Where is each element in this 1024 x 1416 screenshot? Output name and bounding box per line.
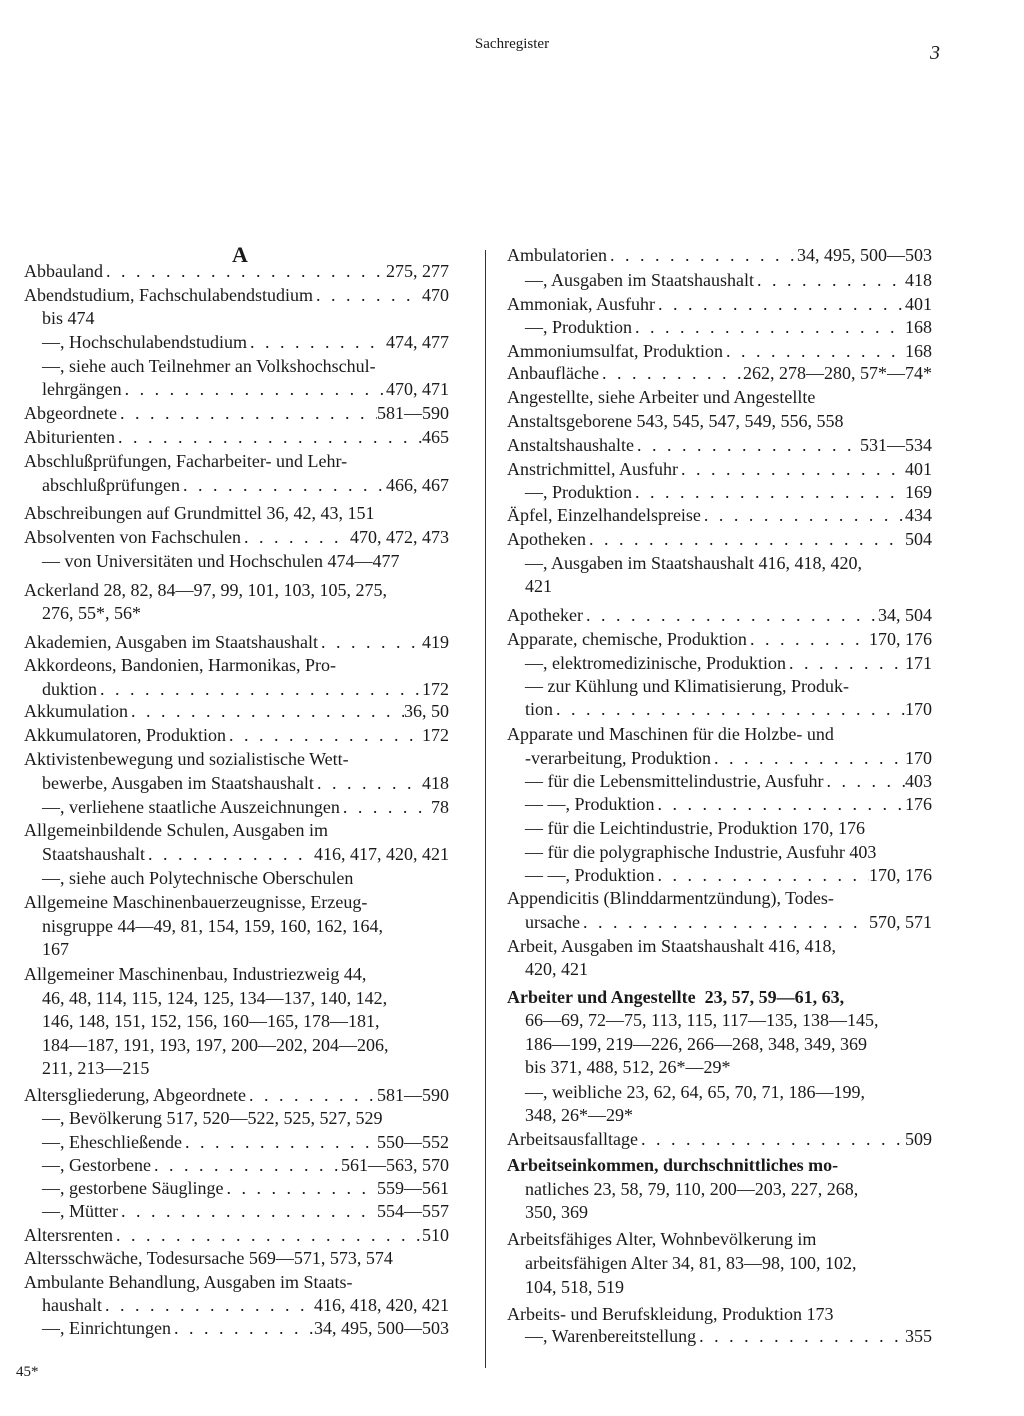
index-entry <box>525 1325 932 1348</box>
entry-term: tion <box>525 699 554 719</box>
dot-leader <box>754 269 905 292</box>
entry-term: Anstaltshaushalte <box>507 435 634 455</box>
entry-pages: 561—563, 570 <box>341 1155 449 1175</box>
dot-leader <box>747 628 869 651</box>
index-entry <box>42 678 449 701</box>
entry-term: Apparate, chemische, Produktion <box>507 629 747 649</box>
entry-term: Akkumulatoren, Produktion <box>24 725 226 745</box>
entry-pages: 416, 418, 420, 421 <box>314 1295 449 1315</box>
index-entry <box>24 1084 449 1107</box>
dot-leader <box>171 1317 314 1340</box>
entry-term: —, Einrichtungen <box>42 1318 171 1338</box>
entry-term: 350, 369 <box>525 1202 588 1222</box>
index-entry <box>24 1247 449 1270</box>
index-entry <box>525 316 932 339</box>
index-entry <box>525 958 932 981</box>
dot-leader <box>340 796 431 819</box>
entry-pages: 418 <box>422 773 449 793</box>
index-entry <box>525 770 932 793</box>
entry-pages: 168 <box>905 341 932 361</box>
entry-term: —, verliehene staatliche Auszeichnungen <box>42 797 340 817</box>
entry-term: Arbeitsausfalltage <box>507 1129 638 1149</box>
entry-pages: 176 <box>905 794 932 814</box>
entry-pages: 531—534 <box>860 435 932 455</box>
entry-term: Allgemeinbildende Schulen, Ausgaben im <box>24 820 328 840</box>
entry-pages: 172 <box>422 679 449 699</box>
index-entry <box>525 269 932 292</box>
running-head: Sachregister <box>474 36 550 52</box>
index-entry <box>525 817 932 840</box>
entry-term: 146, 148, 151, 152, 156, 160—165, 178—181, <box>42 1011 380 1031</box>
entry-term: Arbeitseinkommen, <box>507 1155 659 1175</box>
entry-term: Anstaltsgeborene 543, 545, 547, 549, 556, 558 <box>507 411 844 431</box>
index-entry <box>507 244 932 267</box>
dot-leader <box>823 770 905 793</box>
index-entry <box>42 1177 449 1200</box>
entry-term: — für die Lebensmittelindustrie, Ausfuhr <box>525 771 824 791</box>
entry-pages: 466, 467 <box>386 475 449 495</box>
entry-term: Akkordeons, Bandonien, Harmonikas, Pro- <box>24 655 336 675</box>
index-entry <box>24 748 449 771</box>
entry-pages: 401 <box>905 294 932 314</box>
entry-pages: 510 <box>422 1225 449 1245</box>
index-entry <box>525 698 932 721</box>
index-entry <box>507 986 932 1009</box>
index-entry <box>507 1154 932 1177</box>
entry-pages: 169 <box>905 482 932 502</box>
index-entry <box>24 260 449 283</box>
dot-leader <box>97 678 422 701</box>
dot-leader <box>655 793 905 816</box>
entry-pages: 168 <box>905 317 932 337</box>
dot-leader <box>223 1177 377 1200</box>
entry-term: —, weibliche 23, 62, 64, 65, 70, 71, 186—199, <box>525 1082 865 1102</box>
index-entry <box>507 723 932 746</box>
entry-pages: 570, 571 <box>869 912 932 932</box>
entry-pages: 504 <box>905 529 932 549</box>
index-entry <box>525 1104 932 1127</box>
dot-leader <box>655 864 869 887</box>
index-entry <box>42 1154 449 1177</box>
index-entry <box>507 386 932 409</box>
entry-term: —, siehe auch Polytechnische Oberschulen <box>42 868 354 888</box>
index-entry <box>42 1317 449 1340</box>
entry-term: Anbaufläche <box>507 363 599 383</box>
index-entry <box>42 355 449 378</box>
dot-leader <box>241 526 350 549</box>
entry-term: 104, 518, 519 <box>525 1277 624 1297</box>
entry-term: Apparate und Maschinen für die Holzbe- und <box>507 724 834 744</box>
entry-pages: 355 <box>905 1326 932 1346</box>
index-entry <box>24 819 449 842</box>
entry-term: ursache <box>525 912 580 932</box>
entry-pages: 581—590 <box>377 403 449 423</box>
index-entry <box>42 938 449 961</box>
index-entry <box>525 1178 932 1201</box>
dot-leader <box>117 402 377 425</box>
page-number: 3 <box>930 42 940 64</box>
dot-leader <box>580 911 869 934</box>
dot-leader <box>723 340 905 363</box>
entry-pages: 470, 471 <box>386 379 449 399</box>
entry-term: bewerbe, Ausgaben im Staatshaushalt <box>42 773 314 793</box>
entry-term: bis 371, 488, 512, 26*—29* <box>525 1057 731 1077</box>
dot-leader <box>711 747 905 770</box>
dot-leader <box>632 481 905 504</box>
entry-term: Angestellte, siehe Arbeiter und Angestellte <box>507 387 816 407</box>
dot-leader <box>314 772 422 795</box>
entry-term: —, Warenbereitstellung <box>525 1326 697 1346</box>
entry-term: Arbeits- und Berufskleidung, Produktion 173 <box>507 1304 834 1324</box>
entry-term: Aktivistenbewegung und sozialistische Wett- <box>24 749 349 769</box>
entry-pages: 275, 277 <box>386 261 449 281</box>
entry-pages: 170, 176 <box>869 629 932 649</box>
index-entry <box>42 307 449 330</box>
entry-term: Staatshaushalt <box>42 844 145 864</box>
entry-term: 46, 48, 114, 115, 124, 125, 134—137, 140, 142, <box>42 988 388 1008</box>
entry-term: Apotheker <box>507 605 583 625</box>
entry-pages: 465 <box>422 427 449 447</box>
index-entry <box>507 1128 932 1151</box>
entry-term: 421 <box>525 576 552 596</box>
entry-pages: 470 <box>422 285 449 305</box>
entry-pages: 36, 50 <box>404 701 449 721</box>
entry-term: Altersschwäche, Todesursache 569—571, 573, 574 <box>24 1248 393 1268</box>
entry-pages: 172 <box>422 725 449 745</box>
entry-term: lehrgängen <box>42 379 122 399</box>
entry-term: Anstrichmittel, Ausfuhr <box>507 459 678 479</box>
entry-pages: 416, 417, 420, 421 <box>314 844 449 864</box>
index-entry <box>42 474 449 497</box>
index-entry <box>42 796 449 819</box>
dot-leader <box>102 1294 314 1317</box>
dot-leader <box>655 293 905 316</box>
index-entry <box>507 362 932 385</box>
entry-term: Altersgliederung, Abgeordnete <box>24 1085 246 1105</box>
entry-term: — —, Produktion <box>525 794 655 814</box>
index-entry <box>507 935 932 958</box>
entry-pages: 34, 495, 500—503 <box>797 245 932 265</box>
entry-term: Ackerland 28, 82, 84—97, 99, 101, 103, 105, 275, <box>24 580 387 600</box>
index-entry <box>24 402 449 425</box>
entry-term: Abschlußprüfungen, Facharbeiter- und Lehr- <box>24 451 348 471</box>
index-entry <box>24 502 449 525</box>
dot-leader <box>115 426 422 449</box>
dot-leader <box>701 504 905 527</box>
index-entry <box>42 987 449 1010</box>
index-entry <box>24 284 449 307</box>
dot-leader <box>553 698 905 721</box>
dot-leader <box>128 700 404 723</box>
index-entry <box>525 864 932 887</box>
dot-leader <box>180 474 386 497</box>
index-entry <box>507 1303 932 1326</box>
entry-term: —, Ausgaben im Staatshaushalt <box>525 270 754 290</box>
index-entry <box>507 528 932 551</box>
index-entry <box>24 654 449 677</box>
entry-pages: 34, 495, 500—503 <box>314 1318 449 1338</box>
index-entry <box>525 793 932 816</box>
index-entry <box>24 891 449 914</box>
entry-term: Arbeiter und Angestellte <box>507 987 696 1007</box>
signature-mark: 45* <box>16 1364 39 1380</box>
column-divider <box>485 250 486 1368</box>
entry-pages: 78 <box>431 797 449 817</box>
dot-leader <box>313 284 422 307</box>
entry-pages: 401 <box>905 459 932 479</box>
index-entry <box>42 1010 449 1033</box>
dot-leader <box>145 843 314 866</box>
entry-term: —, siehe auch Teilnehmer an Volkshochschul- <box>42 356 376 376</box>
entry-pages: 581—590 <box>377 1085 449 1105</box>
entry-term: Abendstudium, Fachschulabendstudium <box>24 285 313 305</box>
dot-leader <box>182 1131 377 1154</box>
index-entry <box>42 1107 449 1130</box>
entry-term: Ambulatorien <box>507 245 607 265</box>
entry-pages: 170 <box>905 699 932 719</box>
entry-term: —, Produktion <box>525 317 633 337</box>
entry-term: Allgemeiner Maschinenbau, Industriezweig 44, <box>24 964 367 984</box>
index-entry <box>42 1057 449 1080</box>
entry-term: 184—187, 191, 193, 197, 200—202, 204—206, <box>42 1035 389 1055</box>
dot-leader <box>583 604 878 627</box>
index-entry <box>42 1200 449 1223</box>
section-letter: A <box>232 242 248 267</box>
entry-term: Arbeitsfähiges Alter, Wohnbevölkerung im <box>507 1229 817 1249</box>
index-entry <box>24 963 449 986</box>
entry-term: Abgeordnete <box>24 403 117 423</box>
entry-pages: 474, 477 <box>386 332 449 352</box>
entry-term: —, Ausgaben im Staatshaushalt 416, 418, 420, <box>525 553 862 573</box>
entry-term: — für die Leichtindustrie, Produktion 170, 176 <box>525 818 865 838</box>
entry-term: 186—199, 219—226, 266—268, 348, 349, 369 <box>525 1034 867 1054</box>
entry-pages: 23, 57, 59—61, 63, <box>695 987 845 1007</box>
entry-term: Ammoniak, Ausfuhr <box>507 294 655 314</box>
dot-leader <box>151 1154 341 1177</box>
dot-leader <box>696 1325 905 1348</box>
index-entry <box>525 747 932 770</box>
entry-pages: 418 <box>905 270 932 290</box>
dot-leader <box>586 528 905 551</box>
entry-term: —, Gestorbene <box>42 1155 151 1175</box>
entry-term: Akademien, Ausgaben im Staatshaushalt <box>24 632 318 652</box>
dot-leader <box>113 1224 422 1247</box>
entry-term: — von Universitäten und Hochschulen 474—477 <box>42 551 400 571</box>
dot-leader <box>246 1084 377 1107</box>
entry-term: Abschreibungen auf Grundmittel 36, 42, 43, 151 <box>24 503 375 523</box>
dot-leader <box>678 458 905 481</box>
index-entry <box>507 458 932 481</box>
entry-term: —, Produktion <box>525 482 633 502</box>
entry-pages: 434 <box>905 505 932 525</box>
index-entry <box>24 631 449 654</box>
entry-term: 167 <box>42 939 69 959</box>
entry-term: —, Hochschulabendstudium <box>42 332 247 352</box>
index-entry <box>525 1081 932 1104</box>
index-entry <box>525 841 932 864</box>
index-entry <box>507 410 932 433</box>
entry-pages: 559—561 <box>377 1178 449 1198</box>
entry-term: — zur Kühlung und Klimatisierung, Produk- <box>525 676 849 696</box>
index-entry <box>42 1294 449 1317</box>
entry-term: natliches 23, 58, 79, 110, 200—203, 227, 268, <box>525 1179 859 1199</box>
index-entry <box>42 331 449 354</box>
entry-term: 211, 213—215 <box>42 1058 150 1078</box>
dot-leader <box>122 378 386 401</box>
entry-term: bis 474 <box>42 308 95 328</box>
entry-pages: 554—557 <box>377 1201 449 1221</box>
entry-term: arbeitsfähigen Alter 34, 81, 83—98, 100, 102, <box>525 1253 857 1273</box>
entry-term: —, Eheschließende <box>42 1132 182 1152</box>
index-entry <box>24 579 449 602</box>
index-entry <box>24 724 449 747</box>
index-entry <box>42 915 449 938</box>
entry-term: 348, 26*—29* <box>525 1105 633 1125</box>
entry-term: 276, 55*, 56* <box>42 603 141 623</box>
entry-term: Abbauland <box>24 261 103 281</box>
entry-term: Altersrenten <box>24 1225 113 1245</box>
entry-term: Akkumulation <box>24 701 128 721</box>
entry-pages: durchschnittliches mo- <box>658 1155 839 1175</box>
index-entry <box>507 293 932 316</box>
entry-term: — —, Produktion <box>525 865 655 885</box>
entry-term: Ambulante Behandlung, Ausgaben im Staats- <box>24 1272 353 1292</box>
entry-pages: 403 <box>905 771 932 791</box>
index-entry <box>525 1033 932 1056</box>
entry-term: Ammoniumsulfat, Produktion <box>507 341 723 361</box>
index-entry <box>42 867 449 890</box>
entry-term: abschlußprüfungen <box>42 475 180 495</box>
index-entry <box>507 1228 932 1251</box>
index-entry <box>507 604 932 627</box>
index-entry <box>24 700 449 723</box>
entry-pages: 170 <box>905 748 932 768</box>
entry-pages: 34, 504 <box>878 605 932 625</box>
index-entry <box>507 887 932 910</box>
entry-pages: 171 <box>905 653 932 673</box>
index-entry <box>525 1276 932 1299</box>
entry-term: -verarbeitung, Produktion <box>525 748 711 768</box>
index-entry <box>525 675 932 698</box>
dot-leader <box>632 316 905 339</box>
index-entry <box>525 481 932 504</box>
dot-leader <box>103 260 386 283</box>
dot-leader <box>607 244 797 267</box>
index-entry <box>42 602 449 625</box>
index-entry <box>507 504 932 527</box>
index-entry <box>525 1252 932 1275</box>
entry-term: —, Mütter <box>42 1201 118 1221</box>
dot-leader <box>118 1200 377 1223</box>
index-entry <box>525 1201 932 1224</box>
index-entry <box>24 526 449 549</box>
entry-term: —, Bevölkerung 517, 520—522, 525, 527, 529 <box>42 1108 383 1128</box>
index-entry <box>525 1009 932 1032</box>
index-entry <box>42 378 449 401</box>
entry-pages: 550—552 <box>377 1132 449 1152</box>
index-entry <box>24 1271 449 1294</box>
entry-pages: 509 <box>905 1129 932 1149</box>
entry-pages: 262, 278—280, 57*—74* <box>743 363 932 383</box>
entry-pages: 419 <box>422 632 449 652</box>
index-entry <box>507 340 932 363</box>
entry-term: Apotheken <box>507 529 586 549</box>
index-entry <box>42 1034 449 1057</box>
entry-term: Appendicitis (Blinddarmentzündung), Todes- <box>507 888 834 908</box>
entry-term: — für die polygraphische Industrie, Ausfuhr 403 <box>525 842 877 862</box>
index-entry <box>507 434 932 457</box>
entry-pages: 470, 472, 473 <box>350 527 449 547</box>
index-entry <box>525 1056 932 1079</box>
index-entry <box>42 843 449 866</box>
entry-term: 420, 421 <box>525 959 588 979</box>
index-entry <box>42 550 449 573</box>
index-entry <box>507 628 932 651</box>
dot-leader <box>634 434 860 457</box>
dot-leader <box>226 724 422 747</box>
dot-leader <box>318 631 422 654</box>
entry-term: Arbeit, Ausgaben im Staatshaushalt 416, 418, <box>507 936 836 956</box>
dot-leader <box>786 652 905 675</box>
entry-term: Absolventen von Fachschulen <box>24 527 241 547</box>
index-entry <box>42 772 449 795</box>
index-entry <box>24 450 449 473</box>
entry-term: Äpfel, Einzelhandelspreise <box>507 505 701 525</box>
dot-leader <box>599 362 743 385</box>
entry-term: 66—69, 72—75, 113, 115, 117—135, 138—145, <box>525 1010 879 1030</box>
entry-term: —, elektromedizinische, Produktion <box>525 653 786 673</box>
dot-leader <box>247 331 386 354</box>
entry-pages: 170, 176 <box>869 865 932 885</box>
entry-term: duktion <box>42 679 98 699</box>
index-entry <box>525 652 932 675</box>
entry-term: Allgemeine Maschinenbauerzeugnisse, Erzeug- <box>24 892 368 912</box>
index-entry <box>525 911 932 934</box>
index-entry <box>525 552 932 575</box>
index-entry <box>24 426 449 449</box>
dot-leader <box>638 1128 905 1151</box>
entry-term: —, gestorbene Säuglinge <box>42 1178 224 1198</box>
index-entry <box>24 1224 449 1247</box>
entry-term: haushalt <box>42 1295 102 1315</box>
entry-term: nisgruppe 44—49, 81, 154, 159, 160, 162, 164, <box>42 916 383 936</box>
index-entry <box>525 575 932 598</box>
entry-term: Abiturienten <box>24 427 115 447</box>
index-entry <box>42 1131 449 1154</box>
